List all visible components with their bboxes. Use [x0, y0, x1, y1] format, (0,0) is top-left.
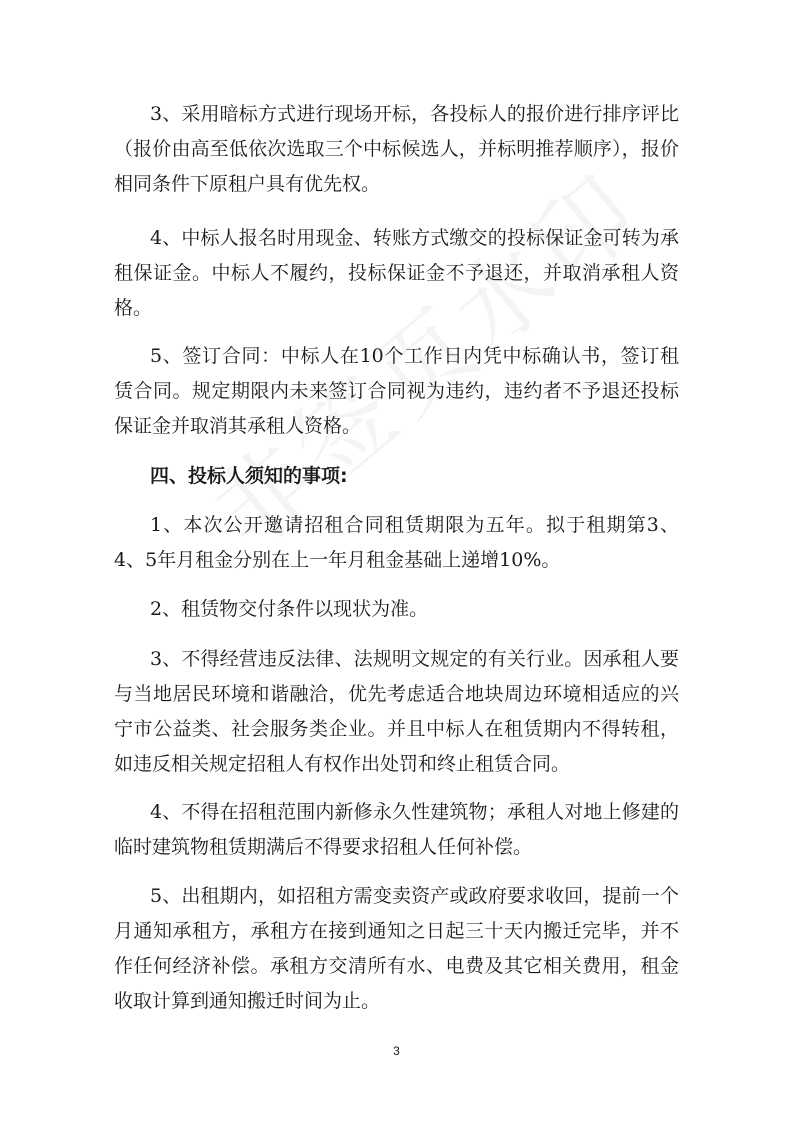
paragraph-notice-4: 4、不得在招租范围内新修永久性建筑物；承租人对地上修建的临时建筑物租赁期满后不得要求招租人任何补偿。 [114, 801, 679, 858]
section-heading-4: 四、投标人须知的事项: [150, 465, 348, 487]
paragraph-bid-rule-5: 5、签订合同：中标人在10个工作日内凭中标确认书，签订租赁合同。规定期限内未来签订合同视为违约，违约者不予退还投标保证金并取消其承租人资格。 [114, 345, 679, 437]
paragraph-notice-2: 2、租赁物交付条件以现状为准。 [150, 598, 429, 620]
paragraph-notice-1: 1、本次公开邀请招租合同租赁期限为五年。拟于租期第3、4、5年月租金分别在上一年月租金基础上递增10%。 [114, 514, 679, 571]
page-number: 3 [393, 1044, 400, 1058]
paragraph-bid-rule-3: 3、采用暗标方式进行现场开标，各投标人的报价进行排序评比（报价由高至低依次选取三个中标候选人，并标明推荐顺序），报价相同条件下原租户具有优先权。 [114, 103, 679, 195]
paragraph-notice-5: 5、出租期内，如招租方需变卖资产或政府要求收回，提前一个月通知承租方，承租方在接到通知之日起三十天内搬迁完毕，并不作任何经济补偿。承租方交清所有水、电费及其它相关费用，租金收取计算到通知搬迁时间为止。 [114, 885, 679, 1012]
paragraph-notice-3: 3、不得经营违反法律、法规明文规定的有关行业。因承租人要与当地居民环境和谐融洽，优先考虑适合地块周边环境相适应的兴宁市公益类、社会服务类企业。并且中标人在租赁期内不得转租，如违反相关规定招租人有权作出处罚和终止租赁合同。 [114, 648, 679, 775]
paragraph-bid-rule-4: 4、中标人报名时用现金、转账方式缴交的投标保证金可转为承租保证金。中标人不履约，投标保证金不予退还，并取消承租人资格。 [114, 227, 679, 319]
